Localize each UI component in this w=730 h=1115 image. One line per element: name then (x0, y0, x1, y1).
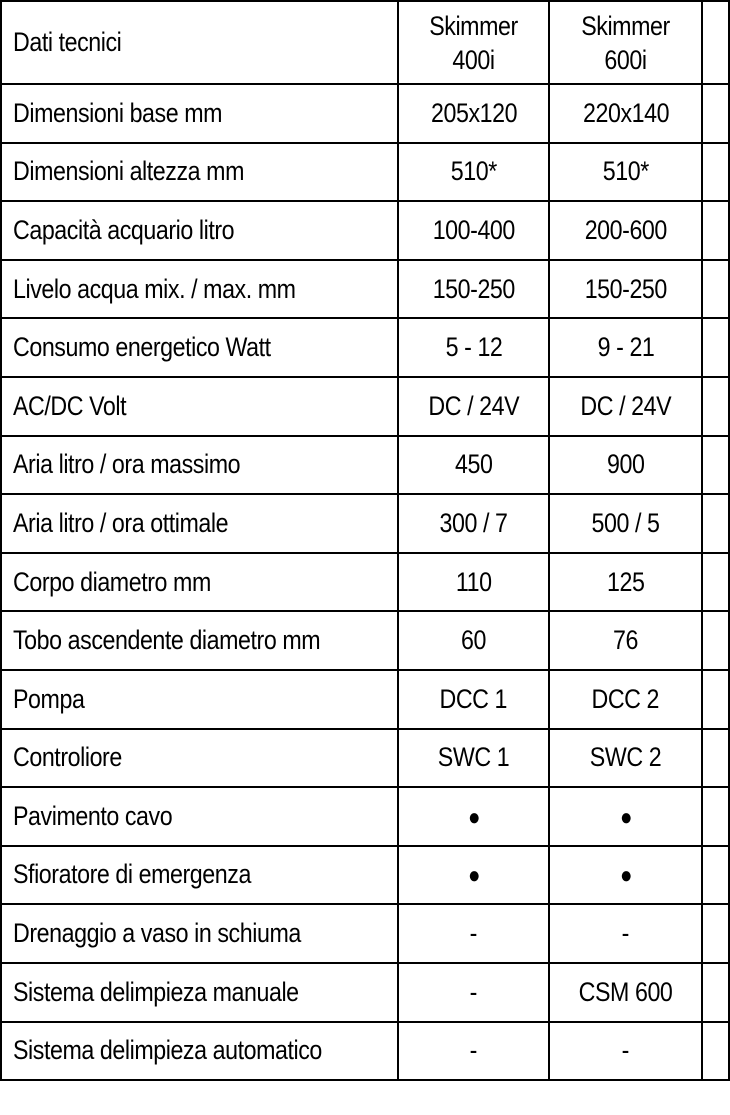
spec-label: Consumo energetico Watt (13, 332, 271, 363)
model-a-value-cell (398, 201, 549, 260)
model-b-value-cell (549, 963, 702, 1022)
model-b-value-cell (549, 436, 702, 495)
header-model-a-line1: Skimmer (429, 10, 518, 41)
spec-label-cell (1, 963, 398, 1022)
model-b-value: 220x140 (582, 97, 669, 128)
model-a-value: 450 (454, 449, 493, 480)
model-a-value-cell (398, 787, 549, 846)
table-row (1, 318, 729, 377)
tech-specs-body (1, 1, 729, 1080)
spec-label-cell (1, 611, 398, 670)
model-a-value-cell (398, 84, 549, 143)
spec-label: Sfioratore di emergenza (13, 859, 251, 890)
table-row (1, 143, 729, 202)
model-a-value-cell (398, 494, 549, 553)
model-a-value-cell (398, 260, 549, 319)
spec-label: Capacità acquario litro (13, 214, 235, 245)
model-a-value: 205x120 (430, 97, 517, 128)
model-b-value: 510* (602, 156, 649, 187)
empty-cell (702, 377, 729, 436)
model-a-value-cell (398, 611, 549, 670)
header-model-a-line2: 400i (452, 44, 495, 75)
empty-cell (702, 846, 729, 905)
model-b-value-cell (549, 904, 702, 963)
header-label-cell (1, 1, 398, 84)
empty-cell (702, 260, 729, 319)
model-b-value-cell (549, 201, 702, 260)
model-a-value: 150-250 (432, 273, 515, 304)
model-a-value: DCC 1 (439, 683, 508, 714)
spec-label: Pompa (13, 683, 85, 714)
model-b-value: 9 - 21 (597, 332, 655, 363)
table-row (1, 670, 729, 729)
model-a-value-cell (398, 143, 549, 202)
spec-label-cell (1, 787, 398, 846)
model-b-value-cell (549, 84, 702, 143)
spec-label: Drenaggio a vaso in schiuma (13, 918, 301, 949)
model-b-value-cell (549, 260, 702, 319)
model-a-value-cell (398, 904, 549, 963)
table-row (1, 846, 729, 905)
model-b-value: 150-250 (584, 273, 667, 304)
header-model-b-cell (549, 1, 702, 84)
empty-cell (702, 318, 729, 377)
empty-cell (702, 787, 729, 846)
spec-label: Sistema delimpieza automatico (13, 1035, 322, 1066)
table-row (1, 904, 729, 963)
spec-label-cell (1, 84, 398, 143)
model-a-value: 100-400 (432, 214, 515, 245)
model-b-value-cell (549, 143, 702, 202)
empty-cell (702, 201, 729, 260)
table-row (1, 1022, 729, 1081)
spec-label: Dimensioni altezza mm (13, 156, 244, 187)
spec-label-cell (1, 846, 398, 905)
table-row (1, 201, 729, 260)
model-b-value: - (622, 918, 630, 949)
table-row (1, 963, 729, 1022)
spec-label-cell (1, 729, 398, 788)
spec-label-cell (1, 201, 398, 260)
empty-cell (702, 611, 729, 670)
header-model-b-line1: Skimmer (581, 10, 671, 41)
empty-cell (702, 436, 729, 495)
model-a-value: - (469, 918, 478, 949)
spec-label: Pavimento cavo (13, 800, 173, 831)
model-b-value: DCC 2 (591, 683, 660, 714)
empty-cell (702, 1022, 729, 1081)
empty-cell (702, 1, 729, 84)
spec-label-cell (1, 670, 398, 729)
model-b-value-cell (549, 318, 702, 377)
table-row (1, 494, 729, 553)
model-a-value: 510* (450, 156, 497, 187)
spec-label-cell (1, 494, 398, 553)
model-a-value: SWC 1 (437, 742, 510, 773)
spec-label: Aria litro / ora ottimale (13, 507, 229, 538)
model-a-value: - (469, 976, 478, 1007)
spec-label-cell (1, 377, 398, 436)
spec-label: Corpo diametro mm (13, 566, 211, 597)
model-b-value: CSM 600 (578, 976, 673, 1007)
table-header-row (1, 1, 729, 84)
header-model-a-cell (398, 1, 549, 84)
bullet-icon: ● (467, 803, 480, 831)
model-b-value-cell (549, 787, 702, 846)
table-row (1, 553, 729, 612)
bullet-icon: ● (467, 862, 480, 890)
empty-cell (702, 84, 729, 143)
model-a-value: DC / 24V (428, 390, 520, 421)
model-b-value: SWC 2 (590, 742, 662, 773)
spec-label: Livelo acqua mix. / max. mm (13, 273, 296, 304)
bullet-icon: ● (619, 803, 632, 831)
empty-cell (702, 963, 729, 1022)
table-row (1, 729, 729, 788)
model-a-value-cell (398, 963, 549, 1022)
model-a-value-cell (398, 377, 549, 436)
table-row (1, 436, 729, 495)
model-a-value-cell (398, 553, 549, 612)
spec-label-cell (1, 1022, 398, 1081)
spec-label-cell (1, 318, 398, 377)
model-b-value: 900 (607, 449, 645, 480)
table-row (1, 84, 729, 143)
model-b-value-cell (549, 611, 702, 670)
spec-label-cell (1, 143, 398, 202)
model-a-value-cell (398, 318, 549, 377)
model-b-value-cell (549, 553, 702, 612)
model-b-value: - (622, 1035, 630, 1066)
model-a-value-cell (398, 729, 549, 788)
spec-label: Dimensioni base mm (13, 97, 223, 128)
model-a-value-cell (398, 670, 549, 729)
spec-label: Sistema delimpieza manuale (13, 976, 299, 1007)
spec-label: AC/DC Volt (13, 390, 127, 421)
spec-label: Tobo ascendente diametro mm (13, 625, 321, 656)
model-a-value-cell (398, 846, 549, 905)
model-b-value-cell (549, 729, 702, 788)
header-label: Dati tecnici (13, 26, 122, 57)
spec-label-cell (1, 260, 398, 319)
model-b-value-cell (549, 377, 702, 436)
empty-cell (702, 143, 729, 202)
table-row (1, 611, 729, 670)
spec-label: Controliore (13, 742, 122, 773)
empty-cell (702, 553, 729, 612)
model-a-value: 300 / 7 (439, 507, 508, 538)
table-row (1, 377, 729, 436)
table-row (1, 260, 729, 319)
spec-label: Aria litro / ora massimo (13, 449, 241, 480)
spec-label-cell (1, 436, 398, 495)
model-a-value: - (469, 1035, 478, 1066)
model-b-value: 200-600 (584, 214, 667, 245)
model-a-value-cell (398, 1022, 549, 1081)
model-b-value-cell (549, 494, 702, 553)
model-b-value: 76 (613, 625, 639, 656)
spec-label-cell (1, 553, 398, 612)
empty-cell (702, 494, 729, 553)
model-a-value-cell (398, 436, 549, 495)
model-b-value: 125 (607, 566, 645, 597)
model-b-value: 500 / 5 (591, 507, 660, 538)
empty-cell (702, 904, 729, 963)
empty-cell (702, 729, 729, 788)
header-model-b-line2: 600i (604, 44, 647, 75)
model-a-value: 5 - 12 (445, 332, 503, 363)
spec-label-cell (1, 904, 398, 963)
model-b-value-cell (549, 670, 702, 729)
bullet-icon: ● (619, 862, 632, 890)
model-a-value: 110 (455, 566, 492, 597)
model-a-value: 60 (461, 625, 487, 656)
empty-cell (702, 670, 729, 729)
model-b-value: DC / 24V (580, 390, 672, 421)
model-b-value-cell (549, 846, 702, 905)
table-row (1, 787, 729, 846)
model-b-value-cell (549, 1022, 702, 1081)
